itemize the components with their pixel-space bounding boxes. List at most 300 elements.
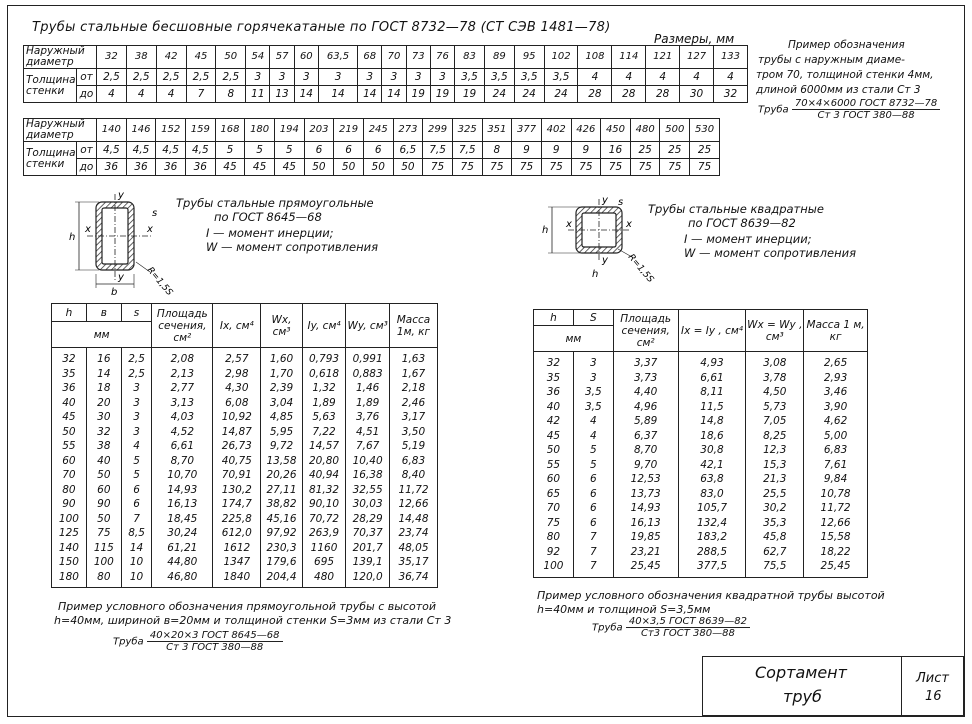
table-cell: 13,73: [630, 487, 661, 500]
rect-formula-prefix: Труба: [113, 636, 144, 648]
od-cell: 114: [612, 46, 646, 69]
table-cell: 1,60: [269, 353, 294, 365]
od-cell: 54: [246, 46, 270, 69]
table-cell: 5,00: [823, 429, 848, 442]
table-cell: 174,7: [221, 498, 252, 510]
table-cell: 80: [546, 531, 561, 543]
rect-dim-b: b: [111, 287, 118, 298]
table-cell: 9,72: [269, 440, 294, 452]
wall-from-row: [24, 69, 748, 86]
table-cell: 3,08: [763, 357, 787, 369]
table-cell: 2,57: [225, 353, 249, 365]
table-cell: 16: [97, 353, 111, 365]
rect-column-values: [152, 348, 213, 588]
table-cell: 10: [129, 570, 144, 583]
table-cell: 4,40: [633, 386, 658, 398]
wall-to-cell: 13: [270, 86, 294, 103]
title-block-name-cell: [703, 657, 902, 715]
table-cell: 83,0: [700, 487, 724, 500]
col-wx: Wx, см³: [261, 304, 302, 348]
wall-from-cell: 6: [363, 142, 393, 159]
rect-axis-y-bottom: y: [118, 272, 124, 283]
wall-from-cell: 3,5: [544, 69, 578, 86]
table-cell: 42,1: [700, 458, 724, 471]
table-cell: 3: [133, 411, 140, 423]
table-cell: 40: [546, 400, 561, 413]
rect-caption-line: I — момент инерции;: [206, 226, 334, 240]
od-cell: 50: [216, 46, 246, 69]
seamless-formula-den: Ст 3 ГОСТ 380—88: [817, 110, 915, 121]
sizes-note: Размеры, мм: [654, 32, 735, 46]
seamless-formula-num: 70×4×6000 ГОСТ 8732—78: [792, 98, 940, 110]
table-cell: 11,72: [820, 502, 851, 514]
rect-formula: [113, 630, 283, 653]
rect-axis-x-right: x: [147, 224, 153, 235]
square-body-row: [534, 352, 868, 578]
col-wy: Wy, см³: [346, 304, 390, 348]
table-cell: 18,45: [167, 512, 198, 525]
table-cell: 36: [546, 386, 561, 398]
table-cell: 3,76: [355, 411, 380, 423]
table-cell: 8,70: [170, 454, 195, 467]
table-cell: 21,3: [763, 473, 787, 485]
wall-to-cell: 75: [571, 159, 601, 176]
table-cell: 10,92: [221, 411, 252, 423]
wall-to-cell: 75: [482, 159, 512, 176]
table-cell: 1,89: [312, 396, 336, 409]
table-cell: 2,13: [170, 367, 195, 380]
table-cell: 2,65: [823, 357, 848, 369]
table-cell: 263,9: [309, 527, 340, 539]
table-cell: 3: [133, 382, 140, 394]
rect-formula-den: Ст 3 ГОСТ 380—88: [166, 642, 264, 653]
wall-to-cell: 28: [646, 86, 680, 103]
table-cell: 3,13: [170, 396, 195, 409]
wall-from-cell: 3: [382, 69, 406, 86]
table-cell: 4: [589, 415, 597, 427]
table-cell: 4,93: [700, 357, 724, 369]
wall-to-cell: 45: [245, 159, 275, 176]
square-example-line: Пример условного обозначения квадратной трубы высотой: [537, 589, 885, 602]
wall-from-cell: 7,5: [423, 142, 453, 159]
table-cell: 4,50: [763, 386, 787, 398]
wall-from-cell: 2,5: [186, 69, 216, 86]
rect-column-values: [346, 348, 390, 588]
label-wall: Толщина стенки: [24, 142, 77, 176]
wall-to-cell: 75: [512, 159, 542, 176]
square-tubes-table: [533, 309, 868, 578]
rect-column-values: [213, 348, 261, 588]
rect-dim-h: h: [69, 232, 76, 243]
rect-example-line: Пример условного обозначения прямоугольной трубы с высотой: [58, 600, 436, 613]
table-cell: 4,52: [170, 425, 195, 438]
square-header-row-1: [534, 310, 868, 326]
table-cell: 3,90: [823, 400, 848, 413]
table-cell: 105,7: [696, 502, 728, 514]
col-h: h: [52, 304, 87, 322]
wall-from-cell: 4,5: [97, 142, 127, 159]
table-cell: 14,93: [167, 483, 198, 496]
col-wxy: Wx = Wy , см³: [746, 310, 804, 352]
od-cell: 377: [512, 119, 542, 142]
table-cell: 38,82: [266, 498, 297, 510]
table-cell: 30,2: [763, 502, 787, 514]
table-cell: 14,8: [700, 415, 724, 427]
wall-from-cell: 4,5: [156, 142, 186, 159]
col-units-mm: мм: [52, 322, 152, 348]
square-axis-x-right: x: [626, 219, 632, 230]
table-cell: 183,2: [696, 531, 728, 543]
col-mass: Масса 1м, кг: [389, 304, 437, 348]
table-cell: 70: [546, 502, 561, 514]
table-cell: 6: [589, 487, 597, 500]
table-cell: 8,25: [763, 429, 787, 442]
wall-from-cell: 7,5: [452, 142, 482, 159]
rect-example: [54, 600, 452, 628]
table-cell: 14,87: [221, 425, 252, 438]
table-cell: 70,72: [309, 512, 340, 525]
table-cell: 5: [589, 458, 597, 471]
wall-from-cell: 3: [406, 69, 430, 86]
label-from: от: [77, 142, 97, 159]
table-cell: 44,80: [167, 556, 198, 568]
table-cell: 5,95: [269, 425, 294, 438]
table-cell: 4,85: [269, 411, 294, 423]
od-cell: 42: [156, 46, 186, 69]
od-cell: 63,5: [318, 46, 357, 69]
table-cell: 28,29: [352, 512, 383, 525]
wall-from-cell: 6: [334, 142, 364, 159]
wall-from-cell: 9: [541, 142, 571, 159]
title-block: [702, 656, 964, 716]
square-axis-x-left: x: [566, 219, 572, 230]
seamless-formula: [758, 98, 940, 121]
wall-from-cell: 4: [646, 69, 680, 86]
table-cell: 45: [62, 411, 76, 423]
table-cell: 4,51: [355, 425, 380, 438]
title-block-title-line2: труб: [783, 687, 822, 706]
table-cell: 12,53: [630, 473, 661, 485]
table-cell: 3,5: [584, 400, 602, 413]
wall-to-cell: 36: [185, 159, 215, 176]
rect-example-line: h=40мм, шириной в=20мм и толщиной стенки S=3мм из стали Ст 3: [54, 614, 452, 627]
table-cell: 3: [589, 371, 597, 384]
square-column-values: [613, 352, 678, 578]
od-cell: 219: [334, 119, 364, 142]
table-cell: 14: [97, 367, 111, 380]
od-cell: 83: [455, 46, 485, 69]
label-to: до: [77, 159, 97, 176]
table-cell: 75: [97, 527, 111, 539]
seamless-example-line: Пример обозначения: [788, 39, 905, 51]
table-cell: 8,40: [401, 469, 426, 481]
od-cell: 426: [571, 119, 601, 142]
table-cell: 230,3: [266, 541, 297, 554]
table-cell: 120,0: [352, 570, 383, 583]
table-cell: 45: [546, 429, 561, 442]
table-cell: 4,03: [170, 411, 195, 423]
seamless-example-note: [752, 38, 967, 98]
wall-to-cell: 36: [156, 159, 186, 176]
table-cell: 30: [97, 411, 111, 423]
wall-from-cell: 3: [294, 69, 318, 86]
wall-from-cell: 9: [571, 142, 601, 159]
table-cell: 288,5: [696, 545, 728, 558]
table-cell: 3,50: [401, 425, 426, 438]
label-outer-diameter: Наружный диаметр: [24, 119, 97, 142]
table-cell: 42: [546, 415, 561, 427]
table-cell: 65: [546, 487, 561, 500]
od-cell: 146: [126, 119, 156, 142]
table-cell: 0,883: [352, 367, 383, 380]
seamless-example-line: длиной 6000мм из стали Ст 3: [756, 84, 921, 96]
table-cell: 0,618: [309, 367, 340, 380]
od-cell: 102: [544, 46, 578, 69]
table-cell: 5,19: [401, 440, 426, 452]
rect-caption-line: по ГОСТ 8645—68: [214, 210, 322, 224]
wall-to-row: [24, 159, 720, 176]
square-column-values: [746, 352, 804, 578]
table-cell: 7,05: [763, 415, 787, 427]
table-cell: 11,72: [398, 483, 429, 496]
wall-to-cell: 75: [541, 159, 571, 176]
table-cell: 150: [58, 556, 79, 568]
od-cell: 57: [270, 46, 294, 69]
table-cell: 3: [133, 425, 140, 438]
wall-from-cell: 6,5: [393, 142, 423, 159]
sheet-number: 16: [925, 689, 942, 704]
wall-to-cell: 45: [215, 159, 245, 176]
table-cell: 90,10: [309, 498, 340, 510]
table-cell: 18: [97, 382, 111, 394]
square-caption: [648, 202, 856, 260]
wall-to-cell: 28: [578, 86, 612, 103]
table-cell: 6,37: [633, 429, 658, 442]
wall-from-cell: 6: [304, 142, 334, 159]
table-cell: 4: [589, 429, 597, 442]
wall-from-cell: 2,5: [216, 69, 246, 86]
table-cell: 12,66: [820, 516, 851, 529]
square-example-line: h=40мм и толщиной S=3,5мм: [537, 603, 711, 616]
table-cell: 35,3: [763, 516, 787, 529]
wall-from-cell: 16: [601, 142, 631, 159]
wall-to-cell: 8: [216, 86, 246, 103]
table-cell: 50: [546, 444, 561, 456]
table-cell: 20,26: [266, 469, 297, 481]
table-cell: 1840: [223, 570, 251, 583]
table-cell: 6: [589, 516, 597, 529]
table-cell: 60: [546, 473, 561, 485]
wall-to-cell: 32: [713, 86, 747, 103]
wall-from-cell: 25: [660, 142, 690, 159]
table-cell: 132,4: [696, 516, 728, 529]
od-cell: 127: [680, 46, 714, 69]
od-row: [24, 46, 748, 69]
table-cell: 20: [97, 396, 111, 409]
table-cell: 8,11: [700, 386, 724, 398]
table-cell: 25,5: [763, 487, 787, 500]
square-formula-prefix: Труба: [592, 622, 623, 634]
table-cell: 3,73: [633, 371, 658, 384]
label-to: до: [77, 86, 97, 103]
table-cell: 1,32: [312, 382, 336, 394]
od-cell: 133: [713, 46, 747, 69]
od-cell: 32: [97, 46, 127, 69]
wall-to-cell: 50: [334, 159, 364, 176]
table-cell: 1347: [223, 556, 251, 568]
table-cell: 70,91: [221, 469, 252, 481]
table-cell: 2,77: [170, 382, 195, 394]
table-cell: 60: [97, 483, 111, 496]
table-cell: 10,40: [352, 454, 383, 467]
wall-from-row: [24, 142, 720, 159]
table-cell: 50: [97, 469, 111, 481]
table-cell: 80: [97, 570, 111, 583]
wall-from-cell: 4: [713, 69, 747, 86]
table-cell: 30,8: [700, 444, 724, 456]
rect-column-values: [389, 348, 437, 588]
table-cell: 61,21: [167, 541, 198, 554]
table-cell: 225,8: [221, 512, 252, 525]
table-cell: 90: [62, 498, 76, 510]
od-row: [24, 119, 720, 142]
table-cell: 80: [62, 483, 76, 496]
table-cell: 62,7: [763, 545, 787, 558]
table-cell: 2,39: [269, 382, 294, 394]
table-cell: 4,30: [225, 382, 249, 394]
rect-caption-line: W — момент сопротивления: [206, 240, 379, 254]
table-cell: 50: [97, 512, 111, 525]
table-cell: 12,3: [763, 444, 787, 456]
table-cell: 40,75: [221, 454, 252, 467]
table-cell: 16,13: [167, 498, 198, 510]
table-cell: 5,63: [312, 411, 336, 423]
col-area: Площадь сечения, см²: [152, 304, 213, 348]
rect-tubes-table: [51, 303, 438, 588]
wall-to-cell: 75: [630, 159, 660, 176]
table-cell: 7,67: [355, 440, 380, 452]
table-cell: 35: [546, 371, 561, 384]
table-cell: 179,6: [266, 556, 297, 568]
table-cell: 40,94: [309, 469, 340, 481]
table-cell: 5: [133, 469, 140, 481]
rect-caption: [176, 196, 378, 254]
table-cell: 7: [589, 545, 597, 558]
table-cell: 10,78: [820, 487, 851, 500]
table-cell: 10: [129, 556, 144, 568]
wall-to-cell: 11: [246, 86, 270, 103]
rect-formula-num: 40×20×3 ГОСТ 8645—68: [147, 630, 283, 642]
table-cell: 0,991: [352, 353, 383, 365]
table-cell: 5,73: [763, 400, 787, 413]
wall-to-cell: 50: [304, 159, 334, 176]
table-cell: 30,03: [352, 498, 383, 510]
table-cell: 26,73: [221, 440, 252, 452]
wall-from-cell: 2,5: [97, 69, 127, 86]
table-cell: 36: [62, 382, 76, 394]
table-cell: 2,08: [170, 353, 195, 365]
table-cell: 45,16: [266, 512, 297, 525]
page-title: Трубы стальные бесшовные горячекатаные по ГОСТ 8732—78 (СТ СЭВ 1481—78): [32, 20, 611, 35]
rect-header-row-1: [52, 304, 438, 322]
wall-to-cell: 14: [358, 86, 382, 103]
od-cell: 45: [186, 46, 216, 69]
col-s: s: [121, 304, 152, 322]
table-cell: 7,61: [823, 458, 848, 471]
square-caption-line: Трубы стальные квадратные: [648, 202, 824, 216]
col-area: Площадь сечения, см²: [613, 310, 678, 352]
square-axis-y-top: y: [602, 195, 608, 206]
table-cell: 81,32: [309, 483, 340, 496]
wall-to-cell: 36: [97, 159, 127, 176]
table-cell: 2,5: [128, 367, 145, 380]
table-cell: 6: [133, 483, 140, 496]
table-cell: 139,1: [352, 556, 383, 568]
wall-to-cell: 4: [126, 86, 156, 103]
wall-from-cell: 4: [578, 69, 612, 86]
wall-from-cell: 4,5: [126, 142, 156, 159]
table-cell: 14,57: [309, 440, 340, 452]
table-cell: 7: [589, 560, 597, 572]
table-cell: 5: [133, 454, 140, 467]
square-formula: [592, 616, 750, 639]
od-cell: 450: [601, 119, 631, 142]
wall-to-cell: 50: [363, 159, 393, 176]
od-cell: 140: [97, 119, 127, 142]
table-cell: 4,62: [823, 415, 848, 427]
table-cell: 70,37: [352, 527, 383, 539]
table-cell: 32,55: [352, 483, 383, 496]
table-cell: 50: [62, 425, 76, 438]
title-block-title-line1: Сортамент: [755, 663, 847, 682]
rect-axis-x-left: x: [85, 224, 91, 235]
rect-column-values: [261, 348, 302, 588]
table-cell: 100: [58, 512, 79, 525]
col-b: в: [86, 304, 121, 322]
rect-caption-line: Трубы стальные прямоугольные: [176, 196, 374, 210]
table-cell: 7,22: [312, 425, 336, 438]
table-cell: 6,83: [823, 444, 848, 456]
table-cell: 6: [589, 473, 597, 485]
table-cell: 1612: [223, 541, 251, 554]
table-cell: 32: [62, 353, 76, 365]
square-formula-num: 40×3,5 ГОСТ 8639—82: [626, 616, 750, 628]
table-cell: 1,89: [355, 396, 380, 409]
square-column-values: [804, 352, 868, 578]
table-cell: 75,5: [763, 560, 787, 572]
wall-to-cell: 28: [612, 86, 646, 103]
od-cell: 89: [484, 46, 514, 69]
wall-from-cell: 3: [430, 69, 454, 86]
table-cell: 12,66: [398, 498, 429, 510]
wall-to-cell: 19: [455, 86, 485, 103]
table-cell: 70: [62, 469, 76, 481]
rect-body-row: [52, 348, 438, 588]
wall-to-cell: 24: [484, 86, 514, 103]
wall-from-cell: 4: [680, 69, 714, 86]
table-cell: 5: [589, 444, 597, 456]
table-cell: 16,38: [352, 469, 383, 481]
wall-to-row: [24, 86, 748, 103]
od-cell: 121: [646, 46, 680, 69]
table-cell: 2,18: [401, 382, 426, 394]
od-cell: 273: [393, 119, 423, 142]
table-cell: 3,04: [269, 396, 294, 409]
table-cell: 1160: [310, 541, 338, 554]
table-cell: 18,22: [820, 545, 851, 558]
table-cell: 204,4: [266, 570, 297, 583]
wall-to-cell: 75: [423, 159, 453, 176]
